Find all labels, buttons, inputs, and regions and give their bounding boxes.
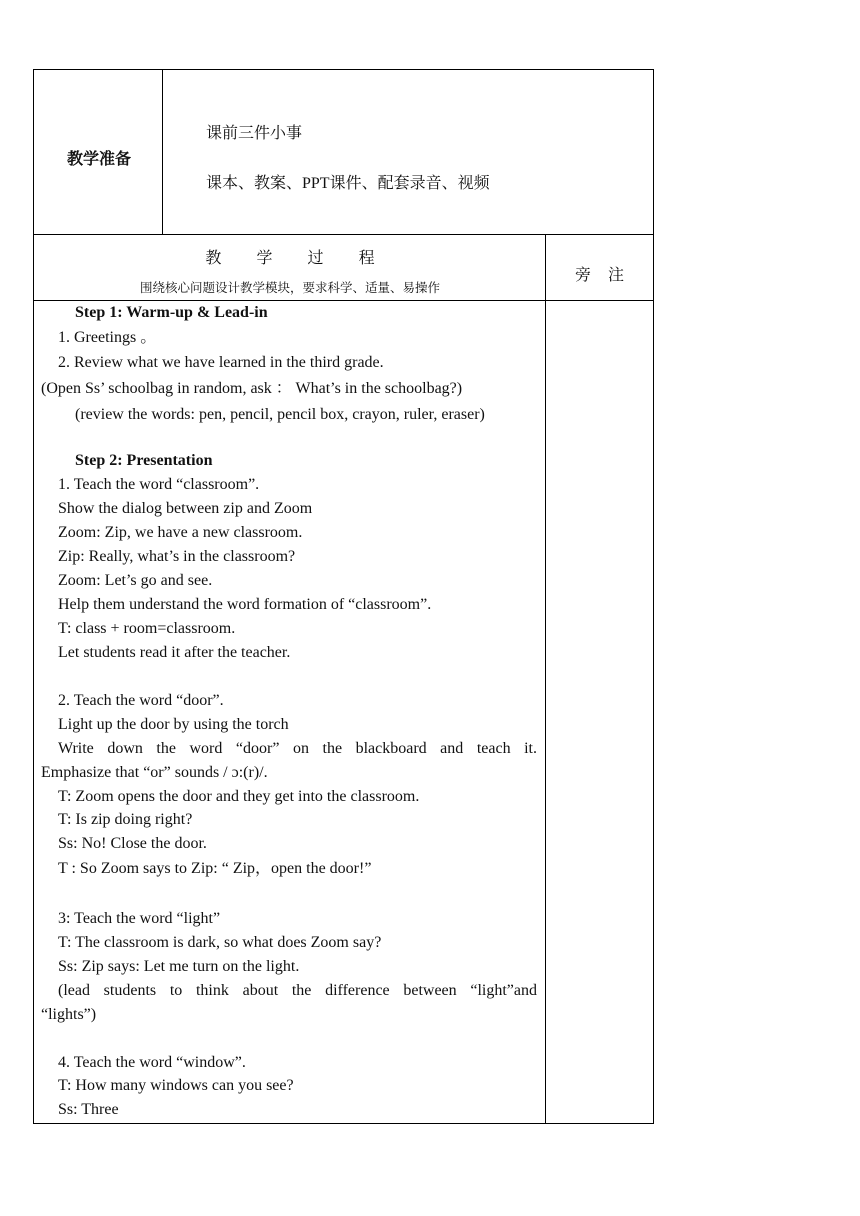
- step2-heading: Step 2: Presentation: [75, 452, 213, 469]
- prep-line-2: 课本、教案、PPT课件、配套录音、视频: [206, 175, 490, 192]
- body-line: T: The classroom is dark, so what does Zoom say?: [58, 934, 382, 951]
- body-line: Zoom: Zip, we have a new classroom.: [58, 524, 303, 541]
- prep-label: 教学准备: [66, 149, 131, 168]
- prep-line-1: 课前三件小事: [206, 125, 303, 142]
- body-line: 2. Review what we have learned in the third grade.: [58, 354, 384, 371]
- body-line: 2. Teach the word “door”.: [58, 692, 224, 709]
- body-line: Emphasize that “or” sounds / ɔ:(r)/.: [41, 764, 268, 781]
- body-line: 1. Greetings 。: [58, 329, 157, 346]
- process-title: 教 学 过 程: [205, 248, 375, 267]
- body-line: Zoom: Let’s go and see.: [58, 572, 213, 589]
- body-line: Ss: Zip says: Let me turn on the light.: [58, 958, 300, 975]
- process-subtitle: 围绕核心问题设计教学模块，要求科学、适量、易操作: [139, 280, 440, 295]
- body-line: Ss: Three: [58, 1101, 119, 1118]
- row-divider-header: [33, 300, 654, 301]
- body-line: Light up the door by using the torch: [58, 716, 289, 733]
- body-line: Let students read it after the teacher.: [58, 644, 291, 661]
- body-line: “lights”): [41, 1006, 97, 1023]
- column-divider-notes: [545, 234, 546, 1124]
- body-line: Zip: Really, what’s in the classroom?: [58, 548, 296, 565]
- body-line: T: Is zip doing right?: [58, 811, 193, 828]
- body-line: (lead students to think about the difference between “light”and: [58, 982, 537, 999]
- body-line: Ss: No! Close the door.: [58, 835, 207, 852]
- body-line: 1. Teach the word “classroom”.: [58, 476, 260, 493]
- body-line: T : So Zoom says to Zip: “ Zip，open the door!”: [58, 860, 372, 877]
- body-line: T: How many windows can you see?: [58, 1077, 294, 1094]
- step1-heading: Step 1: Warm-up & Lead-in: [75, 304, 268, 321]
- body-line: 4. Teach the word “window”.: [58, 1054, 246, 1071]
- body-line: (review the words: pen, pencil, pencil box, crayon, ruler, eraser): [75, 406, 485, 423]
- body-line: (Open Ss’ schoolbag in random, ask ： What’s in the schoolbag?): [41, 380, 463, 397]
- body-line: Show the dialog between zip and Zoom: [58, 500, 313, 517]
- body-line: Help them understand the word formation of “classroom”.: [58, 596, 432, 613]
- body-line: T: Zoom opens the door and they get into the classroom.: [58, 788, 420, 805]
- notes-header: 旁 注: [574, 265, 625, 284]
- row-divider-prep: [33, 234, 654, 235]
- body-line: 3: Teach the word “light”: [58, 910, 221, 927]
- body-line: T: class + room=classroom.: [58, 620, 236, 637]
- body-line: Write down the word “door” on the blackboard and teach it.: [58, 740, 537, 757]
